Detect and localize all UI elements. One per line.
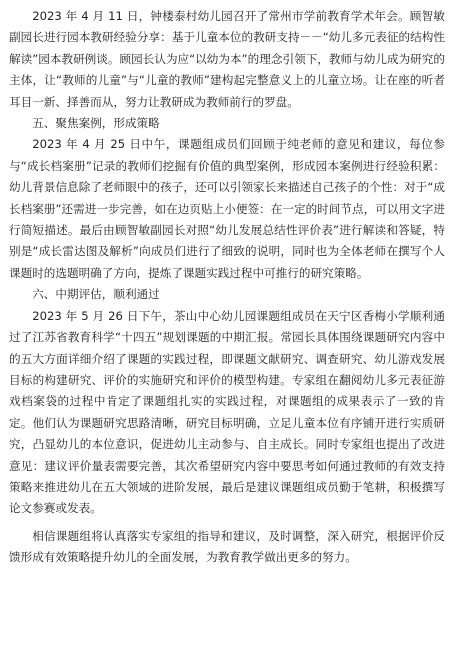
- section-heading-five: 五、聚焦案例，形成策略: [32, 116, 160, 131]
- section-heading-six: 六、中期评估，顺利通过: [32, 287, 160, 302]
- paragraph-conclusion: 相信课题组将认真落实专家组的指导和建议，及时调整，深入研究，根据评价反馈形成有效策略提升幼儿的全面发展，为教育教学做出更多的努力。: [9, 528, 445, 565]
- paragraph-annual-conference: 2023 年 4 月 11 日，钟楼泰村幼儿园召开了常州市学前教育学术年会。顾智敏副园长进行园本教研经验分享：基于儿童本位的教研支持－－“幼儿多元表征的结构性解读”园本教研例谈。顾园长认为应“以幼为本”的理念引领下，教师与幼儿成为研究的主体，让“教师的儿童”与“儿童的教师”建构起完整意义上的儿童立场。让在座的听者耳目一新、择善而从，努力让教研成为教师前行的罗盘。: [9, 9, 445, 109]
- paragraph-midterm-report: 2023 年 5 月 26 日下午，茶山中心幼儿园课题组成员在天宁区香梅小学顺利通过了江苏省教育科学“十四五”规划课题的中期汇报。常园长具体围绕课题研究内容中的五大方面详细介绍了课题的实践过程，即课题文献研究、调查研究、幼儿游戏发展目标的构建研究、评价的实施研究和评价的模型构建。专家组在翻阅幼儿多元表征游戏档案袋的过程中肯定了课题组扎实的实践过程，对课题组的成果表示了一致的肯定。他们认为课题研究思路清晰，研究目标明确，立足儿童本位有序铺开进行实质研究，凸显幼儿的本位意识，促进幼儿主动参与、自主成长。同时专家组也提出了改进意见：建议评价量表需要完善，其次希望研究内容中要思考如何通过教师的有效支持策略来推进幼儿在五大领域的进阶发展，最后是建议课题组成员勤于笔耕，积极撰写论文参赛或发表。: [9, 308, 445, 516]
- paragraph-case-focus: 2023 年 4 月 25 日中午，课题组成员们回顾于纯老师的意见和建议，每位参与“成长档案册”记录的教师们挖掘有价值的典型案例，形成园本案例进行经验积累：幼儿背景信息除了老师眼中的孩子，还可以引领家长来描述自己孩子的个性：对于“成长档案册”还需进一步完善，如在边页贴上小便签：在一定的时间节点，可以用文字进行简短描述。最后由顾智敏副园长对照“幼儿发展总结性评价表”进行解读和答疑，特别是“成长雷达图及解析”向成员们进行了细致的说明，同时也为全体老师在撰写个人课题时的选题明确了方向，提炼了课题实践过程中可推行的研究策略。: [9, 137, 445, 280]
